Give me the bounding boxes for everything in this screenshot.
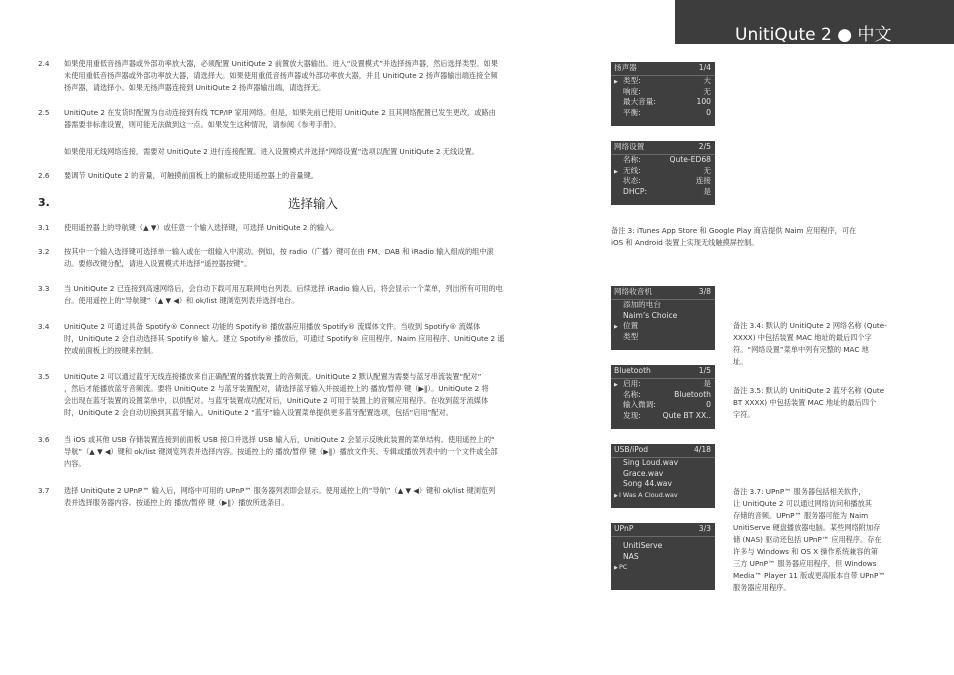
menu-key: NAS xyxy=(623,551,639,561)
menu-value: 大 xyxy=(703,76,711,85)
text-line: ，然后才能播放蓝牙音频流。要将 UnitiQute 2 与蓝牙装置配对，请选择蓝牙输入并按遥控上的 播放/暂停 键（▶‖）。UnitiQute 2 将 xyxy=(64,384,489,393)
menu-key: UnitiServe xyxy=(623,541,663,550)
text-line: UnitiQute 2 可通过具备 Spotify® Connect 功能的 Spotify® 播放器应用播放 Spotify® 流媒体文件。当收到 Spotify® 流媒体 xyxy=(64,322,481,331)
text-line: 导航”（▲ ▼ ◀）键和 ok/list 键浏览列表并选择内容。按遥控上的 播放/暂停 键（▶‖）播放文件夹、专辑或播放列表中的一个文件或全部 xyxy=(64,447,498,456)
text-line: 要调节 UnitiQute 2 的音量，可触摸前面板上的徽标或使用遥控器上的音量键。 xyxy=(64,171,318,180)
section-number: 3.6 xyxy=(38,435,50,444)
display-network-menu xyxy=(611,141,715,205)
note-line: 备注 3: iTunes App Store 和 Google Play 商店提供 Naim 应用程序，可在 xyxy=(611,226,857,235)
menu-value: 0 xyxy=(706,400,711,409)
text-line: 时，UnitiQute 2 会自动切换到其蓝牙输入。UnitiQute 2 “蓝牙”输入设置菜单提供更多蓝牙配置选项，包括“启用”配对。 xyxy=(64,408,453,417)
text-line: 时，UnitiQute 2 会自动选择其 Spotify® 输入。建立 Spotify® 播放后，可通过 Spotify® 应用程序、Naim 应用程序、UnitiQute 2 遥 xyxy=(64,334,505,343)
menu-title: 扬声器 xyxy=(614,63,637,72)
section-text xyxy=(64,58,594,94)
selection-arrow-icon: ▶ xyxy=(614,492,618,499)
menu-title: UPnP xyxy=(614,524,634,533)
section-text xyxy=(64,485,594,509)
menu-key: 无线: xyxy=(623,165,641,175)
section-text xyxy=(64,170,594,182)
menu-value: 连接 xyxy=(695,176,711,185)
menu-page: 4/18 xyxy=(693,445,711,454)
section-number: 3.3 xyxy=(38,284,50,293)
menu-key: Naim’s Choice xyxy=(623,310,678,320)
menu-value: 无 xyxy=(703,165,711,175)
text-line: 内容。 xyxy=(64,459,86,468)
section-number: 3.2 xyxy=(38,247,50,256)
menu-key: 启用: xyxy=(623,379,641,388)
note-3-7 xyxy=(733,486,885,594)
menu-key: I Was A Cloud.wav xyxy=(619,490,678,499)
text-line: UnitiQute 2 可以通过蓝牙无线连接播放来自正确配置的播放装置上的音频流。UnitiQute 2 默认配置为需要与蓝牙串流装置“配对” xyxy=(64,372,482,381)
menu-key: Sing Loud.wav xyxy=(623,458,679,467)
selection-arrow-icon: ▶ xyxy=(614,324,618,330)
note-line: 让 UnitiQute 2 可以通过网络访问和播放其 xyxy=(733,499,872,508)
section-text xyxy=(64,371,594,419)
text-line: 当 iOS 或其他 USB 存储装置连接到前面板 USB 接口并选择 USB 输入后，UnitiQute 2 会显示反映此装置的菜单结构。使用遥控上的“ xyxy=(64,435,495,444)
note-line: BT XXXX) 中包括装置 MAC 地址的最后四个 xyxy=(733,398,877,407)
menu-value: Bluetooth xyxy=(674,389,711,399)
menu-key: 平衡: xyxy=(623,107,641,117)
menu-key: 类型: xyxy=(623,76,641,85)
display-speaker-menu xyxy=(611,62,715,126)
text-line: 台。使用遥控上的“导航键”（▲ ▼ ◀）和 ok/list 键浏览列表并选择电台。 xyxy=(64,296,299,305)
note-3 xyxy=(611,225,856,249)
page-title: UnitiQute 2 ● 中文 xyxy=(735,25,892,45)
display-upnp-menu xyxy=(611,523,715,590)
section-text xyxy=(64,222,594,234)
display-bluetooth-menu xyxy=(611,365,715,429)
section-number: 2.4 xyxy=(38,59,50,68)
menu-key: 最大音量: xyxy=(623,97,656,106)
menu-page: 3/8 xyxy=(698,287,711,296)
menu-title: 网络设置 xyxy=(614,142,645,151)
menu-key: 类型 xyxy=(623,331,639,341)
menu-value: Qute BT XX.. xyxy=(662,410,711,420)
note-line: UnitiServe 硬盘播放器电脑。某些网络附加存 xyxy=(733,523,881,532)
section-number: 3.1 xyxy=(38,223,50,232)
text-line: 动。要修改键分配，请进入设置模式并选择“遥控器按键”。 xyxy=(64,259,252,268)
menu-key: 名称: xyxy=(623,155,641,164)
section-text xyxy=(64,146,594,158)
menu-key: 位置 xyxy=(623,321,639,330)
menu-page: 3/3 xyxy=(698,524,711,533)
note-line: 备注 3.7: UPnP™ 服务器包括相关软件， xyxy=(733,487,866,496)
note-line: 字符。 xyxy=(733,410,755,419)
note-line: 址。 xyxy=(733,357,748,366)
menu-key: 输入微调: xyxy=(623,400,656,409)
note-line: Media™ Player 11 版或更高版本自带 UPnP™ xyxy=(733,571,886,580)
menu-value: 100 xyxy=(696,97,711,106)
text-line: 未使用重低音扬声器或外部功率放大器，请选择大。如果使用重低音扬声器或外部功率放大器，并且 UnitiQute 2 扬声器输出端连接全频 xyxy=(64,71,498,80)
note-line: 备注 3.4: 默认的 UnitiQute 2 网络名称 (Qute- xyxy=(733,321,887,330)
menu-title: 网络收音机 xyxy=(614,287,652,296)
menu-key: Grace.wav xyxy=(623,468,664,478)
note-3-5 xyxy=(733,385,884,421)
note-3-4 xyxy=(733,320,887,368)
note-line: 备注 3.5: 默认的 UnitiQute 2 蓝牙名称 (Qute xyxy=(733,386,885,395)
note-line: 存储的音频。UPnP™ 服务器可能为 Naim xyxy=(733,511,869,520)
text-line: 使用遥控器上的导航键（▲ ▼）或任意一个输入选择键，可选择 UnitiQute 2 的输入。 xyxy=(64,223,339,232)
menu-value: Qute-ED68 xyxy=(669,155,711,164)
menu-title: Bluetooth xyxy=(614,366,651,375)
menu-key: PC xyxy=(619,563,628,571)
note-line: XXXX) 中包括装置 MAC 地址的最后四个字 xyxy=(733,333,872,342)
selection-arrow-icon: ▶ xyxy=(614,382,618,388)
section-text xyxy=(64,107,594,131)
menu-page: 2/5 xyxy=(698,142,711,151)
note-line: 符。“网络设置”菜单中列有完整的 MAC 地 xyxy=(733,345,869,354)
selection-arrow-icon: ▶ xyxy=(614,168,618,175)
section-number: 2.6 xyxy=(38,171,50,180)
selection-arrow-icon: ▶ xyxy=(614,79,618,85)
text-line: 控或前面板上的按键来控制。 xyxy=(64,346,158,355)
menu-key: Song 44.wav xyxy=(623,479,672,488)
section-text xyxy=(64,283,594,307)
menu-value: 是 xyxy=(703,186,711,196)
note-line: 许多与 Windows 和 OS X 操作系统兼容的第 xyxy=(733,547,878,556)
section-text xyxy=(64,434,594,470)
section-number: 3.4 xyxy=(38,322,50,331)
note-line: 服务器应用程序。 xyxy=(733,583,791,592)
menu-key: 添加的电台 xyxy=(623,300,661,309)
section-number: 2.5 xyxy=(38,108,50,117)
menu-key: 响度: xyxy=(623,86,641,96)
note-line: 储 (NAS) 驱动还包括 UPnP™ 应用程序。存在 xyxy=(733,535,882,544)
text-line: 扬声器，请选择小。如果无扬声器连接到 UnitiQute 2 扬声器输出端，请选择无。 xyxy=(64,83,326,92)
menu-title: USB/iPod xyxy=(614,445,649,454)
menu-key: 发现: xyxy=(623,410,641,420)
text-line: UnitiQute 2 在发货时配置为自动连接到有线 TCP/IP 家用网络。但是，如果先前已使用 UnitiQute 2 且其网络配置已发生更改，或路由 xyxy=(64,108,496,117)
text-line: 如果使用重低音扬声器或外部功率放大器，必须配置 UnitiQute 2 前置放大器输出。进入“设置模式”并选择扬声器，然后选择类型。如果 xyxy=(64,59,498,68)
text-line: 器需要非标准设置，则可能无法做到这一点。如果发生这种情况，请参阅《参考手册》。 xyxy=(64,120,341,129)
section-text xyxy=(64,246,594,270)
selection-arrow-icon: ▶ xyxy=(614,565,618,571)
menu-key: 状态: xyxy=(623,176,641,185)
menu-key: DHCP: xyxy=(623,186,647,196)
section-number: 3.5 xyxy=(38,372,50,381)
menu-key: 名称: xyxy=(623,389,641,399)
note-line: iOS 和 Android 装置上实现无线触摸屏控制。 xyxy=(611,238,759,247)
text-line: 选择 UnitiQute 2 UPnP™ 输入后，网络中可用的 UPnP™ 服务器列表即会显示。使用遥控上的“导航”（▲ ▼ ◀）键和 ok/list 键浏览列 xyxy=(64,486,496,495)
menu-page: 1/5 xyxy=(698,366,711,375)
section-text xyxy=(64,321,594,357)
note-line: 三方 UPnP™ 服务器应用程序，但 Windows xyxy=(733,559,877,568)
display-radio-menu xyxy=(611,286,715,350)
section-number: 3.7 xyxy=(38,486,50,495)
menu-value: 是 xyxy=(703,379,711,388)
display-usb-menu xyxy=(611,444,715,508)
text-line: 当 UnitiQute 2 已连接到高速网络后，会自动下载可用互联网电台列表。后续选择 iRadio 输入后，将会显示一个菜单，列出所有可用的电 xyxy=(64,284,503,293)
menu-value: 0 xyxy=(706,107,711,117)
text-line: 按其中一个输入选择键可选择单一输入或在一组输入中滚动。例如，按 radio（广播）键可在由 FM、DAB 和 iRadio 输入组成的组中滚 xyxy=(64,247,494,256)
section-3-number: 3. xyxy=(38,196,50,209)
menu-page: 1/4 xyxy=(698,63,711,72)
text-line: 表并选择服务器内容。按遥控上的 播放/暂停 键（▶‖）播放所选条目。 xyxy=(64,498,289,507)
text-line: 会出现在蓝牙装置的设置菜单中，以供配对。与蓝牙装置成功配对后，UnitiQute 2 可用于装置上的音频应用程序。在收到蓝牙流媒体 xyxy=(64,396,489,405)
section-3-title: 选择输入 xyxy=(288,196,339,211)
menu-value: 无 xyxy=(703,86,711,96)
text-line: 如果使用无线网络连接，需要对 UnitiQute 2 进行连接配置。进入设置模式并选择“网络设置”选项以配置 UnitiQute 2 无线设置。 xyxy=(64,147,479,156)
